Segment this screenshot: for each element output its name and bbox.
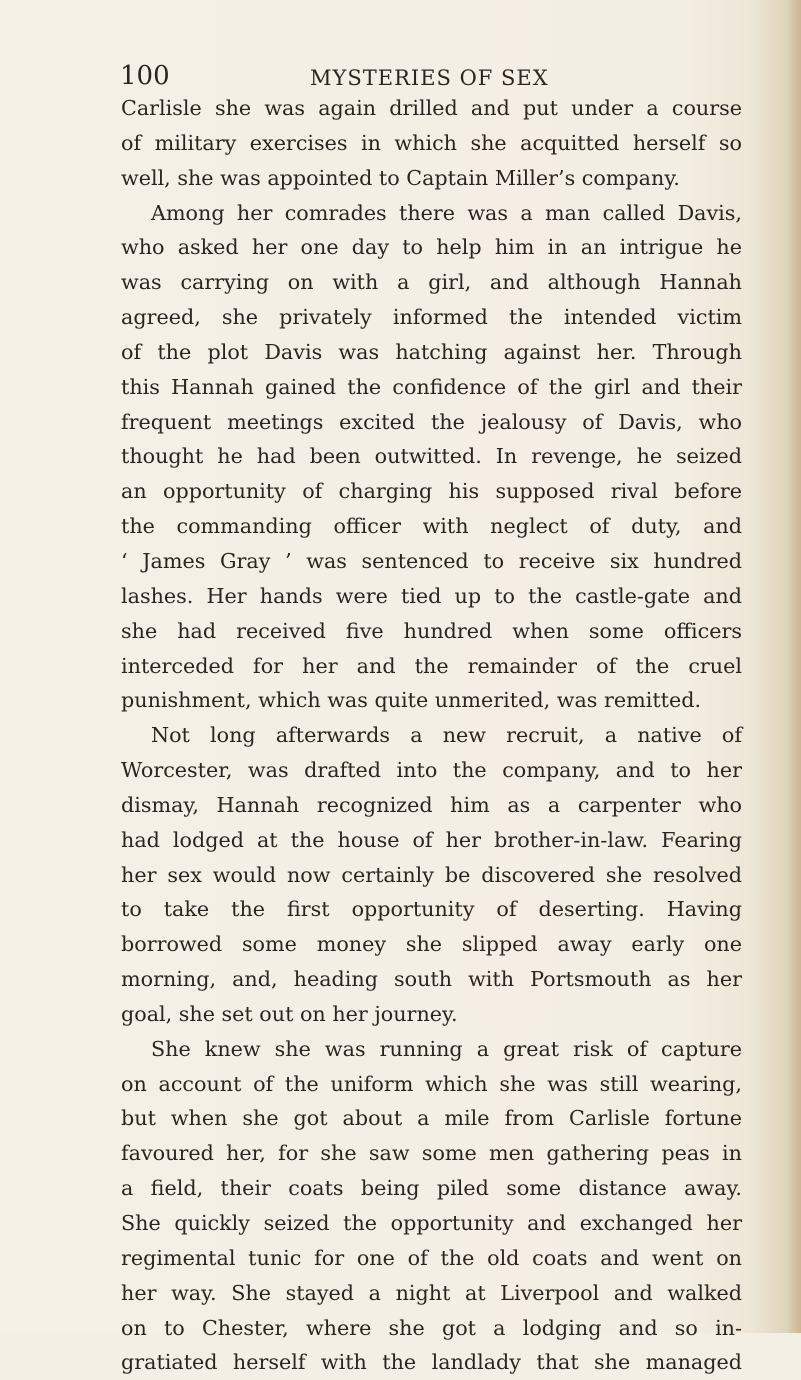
text-line: ‘ James Gray ’ was sentenced to receive six hundred [121, 548, 742, 573]
text-line: gratiated herself with the landlady that she managed [121, 1350, 742, 1375]
text-line: frequent meetings excited the jealousy of Davis, who [121, 409, 742, 434]
text-line: Among her comrades there was a man called Davis, [151, 200, 742, 225]
text-line: on to Chester, where she got a lodging and so in- [121, 1315, 742, 1340]
text-line: had lodged at the house of her brother-in-law. Fearing [121, 827, 742, 852]
text-line: punishment, which was quite unmerited, was remitted. [121, 688, 702, 713]
text-line: her sex would now certainly be discovered she resolved [121, 862, 742, 887]
text-line: this Hannah gained the confidence of the girl and their [121, 374, 742, 399]
text-line: interceded for her and the remainder of the cruel [121, 653, 742, 678]
text-line: She knew she was running a great risk of capture [151, 1036, 742, 1061]
text-line: lashes. Her hands were tied up to the castle-gate and [121, 583, 742, 608]
text-line: borrowed some money she slipped away early one [121, 932, 742, 957]
text-line: Not long afterwards a new recruit, a native of [151, 723, 742, 748]
page-number: 100 [120, 61, 170, 91]
text-line: dismay, Hannah recognized him as a carpenter who [121, 792, 742, 817]
text-line: She quickly seized the opportunity and exchanged her [121, 1211, 742, 1235]
text-line: but when she got about a mile from Carlisle fortune [121, 1106, 742, 1131]
text-line: agreed, she privately informed the intended victim [121, 305, 742, 330]
text-line: she had received five hundred when some officers [121, 618, 742, 643]
text-line: of military exercises in which she acquitted herself so [121, 130, 742, 155]
text-line: to take the first opportunity of deserting. Having [121, 897, 742, 922]
text-line: the commanding officer with neglect of duty, and [121, 514, 742, 539]
running-head: MYSTERIES OF SEX [310, 66, 549, 90]
body-text [121, 91, 742, 1380]
text-line: Worcester, was drafted into the company, and to her [121, 758, 742, 783]
text-line: well, she was appointed to Captain Miller’s company. [121, 165, 680, 190]
text-line: was carrying on with a girl, and although Hannah [121, 270, 742, 295]
text-line: favoured her, for she saw some men gathering peas in [121, 1141, 742, 1166]
text-line: goal, she set out on her journey. [121, 1001, 458, 1026]
page-header [120, 60, 742, 92]
text-line: an opportunity of charging his supposed rival before [121, 479, 742, 504]
text-line: of the plot Davis was hatching against her. Through [121, 339, 742, 364]
text-line: morning, and, heading south with Portsmouth as her [121, 967, 742, 992]
text-line: her way. She stayed a night at Liverpool and walked [121, 1280, 742, 1305]
text-line: thought he had been outwitted. In revenge, he seized [121, 444, 742, 469]
text-line: a field, their coats being piled some distance away. [121, 1176, 742, 1201]
text-line: Carlisle she was again drilled and put under a course [121, 96, 742, 120]
text-line: who asked her one day to help him in an intrigue he [121, 235, 742, 260]
page-edge-shadow [787, 0, 801, 1333]
text-line: regimental tunic for one of the old coats and went on [121, 1245, 742, 1270]
text-line: on account of the uniform which she was still wearing, [121, 1071, 742, 1096]
